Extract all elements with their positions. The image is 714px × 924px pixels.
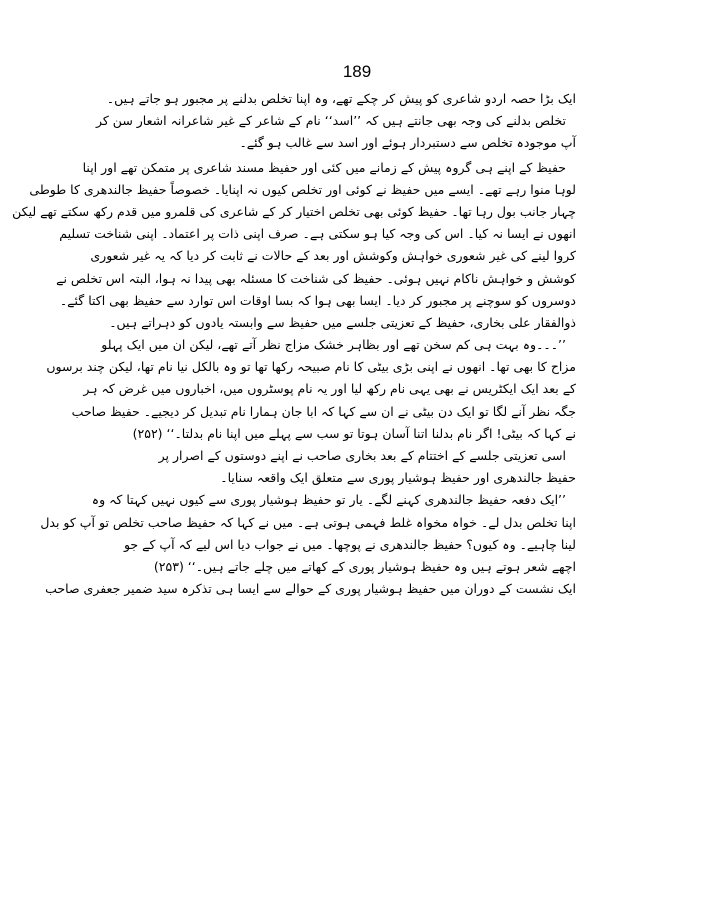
quote-line: ’’ایک دفعہ حفیظ جالندھری کہنے لگے۔ یار تو حفیظ ہوشیار پوری سے کیوں نہیں کہتا کہ وہ	[91, 492, 566, 508]
quote-line: کے بعد ایک ایکٹریس نے بھی یہی نام رکھ لیا اور یہ نام پوسٹروں میں، اخباروں میں غرض کہ ہر	[83, 381, 576, 397]
text-line: ذوالفقار علی بخاری، حفیظ کے تعزیتی جلسے میں حفیظ سے وابستہ یادوں کو دہراتے ہیں۔	[109, 314, 576, 330]
quote-line: نے کہا کہ بیٹی! اگر نام بدلنا اتنا آسان ہوتا تو سب سے پہلے میں اپنا نام بدلتا۔‘‘ (۲۵۲)	[132, 425, 576, 441]
page-number: 189	[342, 62, 372, 81]
quote-line: اپنا تخلص بدل لے۔ خواہ مخواہ غلط فہمی ہوتی ہے۔ میں نے کہا کہ حفیظ صاحب تخلص تو آپ کو بدل	[40, 514, 576, 530]
text-line: حفیظ جالندھری اور حفیظ ہوشیار پوری سے متعلق ایک واقعہ سنایا۔	[220, 470, 576, 486]
quote-line: جگہ نظر آنے لگا تو ایک دن بیٹی نے ان سے کہا کہ ابا جان ہمارا نام تبدیل کر دیجیے۔ حفیظ صاحب	[71, 403, 576, 419]
text-line: حفیظ کے اپنے ہی گروہ پیش کے زمانے میں کئی اور حفیظ مسند شاعری پر متمکن تھے اور اپنا	[82, 159, 566, 175]
text-line: کوشش و خواہش ناکام نہیں ہوئی۔ حفیظ کی شناخت کا مسئلہ بھی پیدا نہ ہوا، البتہ اس تخلص نے	[56, 270, 576, 286]
text-line: چہار جانب بول رہا تھا۔ حفیظ کوئی بھی تخلص اختیار کر کے شاعری کی قلمرو میں قدم رکھ سکتے تھے لیکن	[12, 203, 576, 219]
quote-line: لینا چاہیے۔ وہ کیوں؟ حفیظ جالندھری نے پوچھا۔ میں نے جواب دیا اس لیے کہ آپ کے جو	[123, 536, 576, 552]
text-line: انھوں نے ایسا نہ کیا۔ اس کی وجہ کیا ہو سکتی ہے۔ صرف اپنی ذات پر اعتماد۔ اپنی شناخت تسلیم	[59, 226, 576, 242]
text-line: تخلص بدلنے کی وجہ بھی جانتے ہیں کہ ’’اسد‘‘ نام کے شاعر کے غیر شاعرانہ اشعار سن کر	[95, 113, 566, 129]
quote-line: ’’۔۔۔وہ بہت ہی کم سخن تھے اور بظاہر خشک مزاج نظر آتے تھے، لیکن ان میں ایک پہلو	[101, 337, 566, 353]
page-text	[12, 88, 576, 600]
quote-line: اچھے شعر ہوتے ہیں وہ حفیظ ہوشیار پوری کے کھاتے میں چلے جاتے ہیں۔‘‘ (۲۵۳)	[153, 558, 576, 574]
text-line: اسی تعزیتی جلسے کے اختتام کے بعد بخاری صاحب نے اپنے دوستوں کے اصرار پر	[158, 448, 566, 463]
text-line: آپ موجودہ تخلص سے دستبردار ہوئے اور اسد سے غالب ہو گئے۔	[239, 135, 576, 151]
text-line: ایک نشست کے دوران میں حفیظ ہوشیار پوری کے حوالے سے ایسا ہی تذکرہ سید ضمیر جعفری صاحب	[45, 581, 576, 597]
text-line: کروا لینے کی غیر شعوری خواہش وکوشش اور بعد کے حالات نے ثابت کر دیا کہ یہ غیر شعوری	[90, 248, 576, 264]
text-line: ایک بڑا حصہ اردو شاعری کو پیش کر چکے تھے، وہ اپنا تخلص بدلنے پر مجبور ہو جاتے ہیں۔	[106, 91, 576, 106]
text-line: لوہا منوا رہے تھے۔ ایسے میں حفیظ نے کوئی اور تخلص کیوں نہ اپنایا۔ خصوصاً حفیظ جالندھری کا طوطی	[29, 181, 576, 197]
quote-line: مزاح کا بھی تھا۔ انھوں نے اپنی بڑی بیٹی کا نام صبیحہ رکھا تھا تو وہ بالکل نیا نام تھا، لیکن چند برسوں	[46, 359, 576, 375]
text-line: دوسروں کو سوچنے پر مجبور کر دیا۔ ایسا بھی ہوا کہ بسا اوقات اس توارد سے حفیظ بھی اکتا گئے۔	[59, 292, 576, 308]
